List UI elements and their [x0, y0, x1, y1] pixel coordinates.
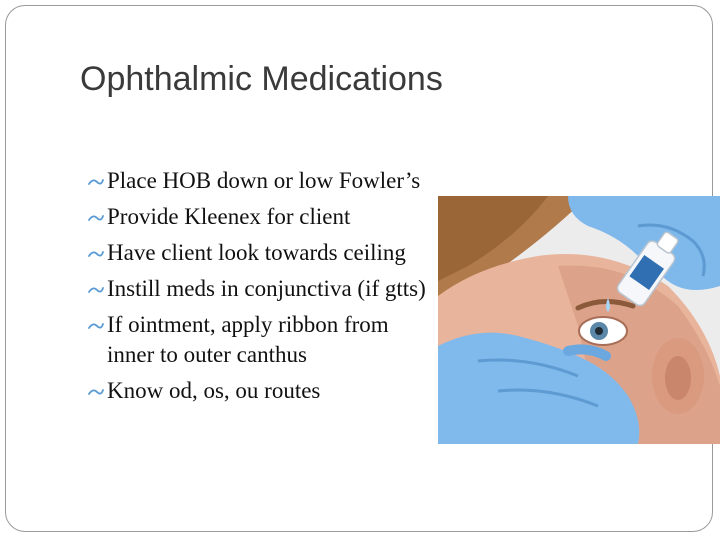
bullet-item: [88, 238, 428, 268]
bullet-item: [88, 376, 428, 406]
wave-bullet-icon: [88, 387, 104, 397]
bullet-text: Place HOB down or low Fowler’s: [107, 168, 421, 193]
wave-bullet-icon: [88, 249, 104, 259]
bullet-item: [88, 202, 428, 232]
slide-title: Ophthalmic Medications: [80, 60, 443, 98]
wave-bullet-icon: [88, 285, 104, 295]
eye-drop-illustration: [438, 196, 720, 444]
bullet-item: [88, 310, 428, 370]
bullet-item: [88, 166, 428, 196]
bullet-text: Instill meds in conjunctiva (if gtts): [107, 276, 426, 301]
bullet-item: [88, 274, 428, 304]
bullet-text: If ointment, apply ribbon from inner to outer canthus: [107, 312, 389, 367]
wave-bullet-icon: [88, 177, 104, 187]
wave-bullet-icon: [88, 213, 104, 223]
bullet-text: Know od, os, ou routes: [107, 378, 321, 403]
bullet-text: Provide Kleenex for client: [107, 204, 351, 229]
eye-drop-photo: [438, 196, 720, 444]
bullet-text: Have client look towards ceiling: [107, 240, 406, 265]
wave-bullet-icon: [88, 321, 104, 331]
bullet-list: [88, 166, 428, 412]
